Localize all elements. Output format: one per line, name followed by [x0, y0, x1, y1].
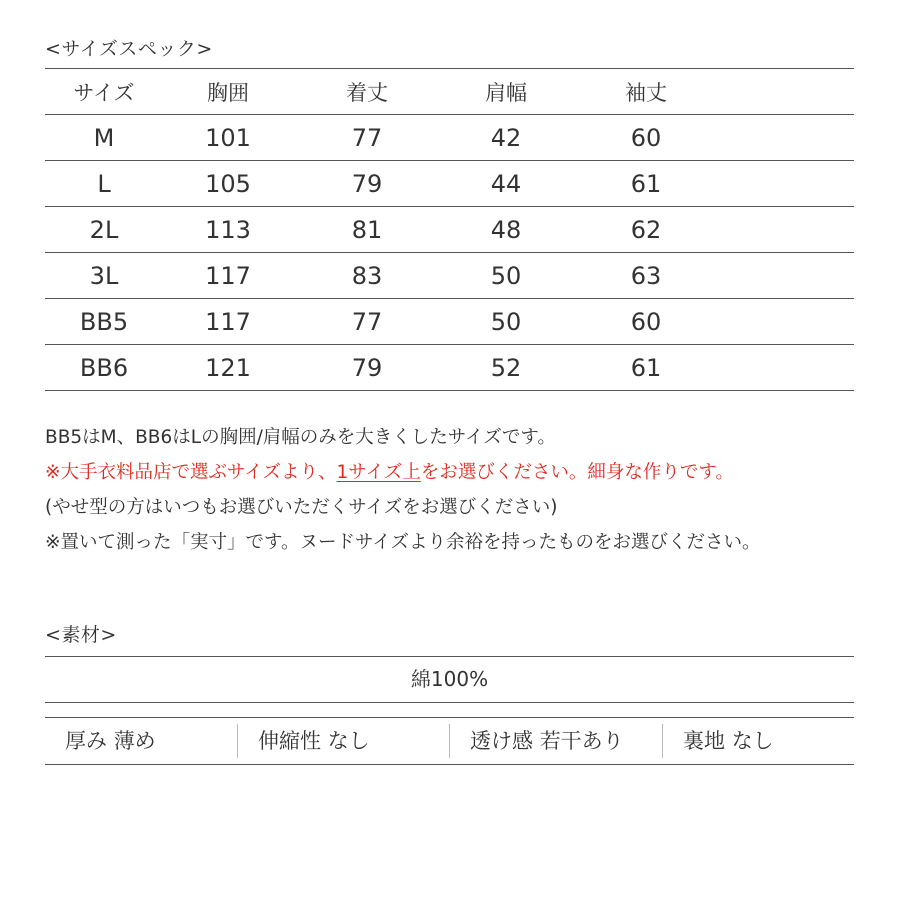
attribute-value: 若干あり: [539, 729, 624, 753]
cell-chest: 117: [163, 299, 293, 345]
header-spacer: [721, 69, 854, 115]
cell-shoulder: 42: [441, 115, 571, 161]
attribute-value: 薄め: [113, 729, 156, 753]
cell-shoulder: 44: [441, 161, 571, 207]
header-size: サイズ: [45, 69, 163, 115]
cell-length: 79: [293, 161, 441, 207]
size-spec-title: <サイズスペック>: [45, 38, 213, 60]
note-bb-sizes: BB5はM、BB6はLの胸囲/肩幅のみを大きくしたサイズです。: [45, 427, 556, 448]
header-shoulder: 肩幅: [441, 69, 571, 115]
cell-shoulder: 48: [441, 207, 571, 253]
material-composition: 綿100%: [45, 656, 854, 703]
cell-size: BB5: [45, 299, 163, 345]
table-row: [45, 207, 854, 253]
cell-spacer: [721, 299, 854, 345]
cell-length: 83: [293, 253, 441, 299]
cell-sleeve: 61: [571, 345, 721, 391]
cell-sleeve: 62: [571, 207, 721, 253]
attribute-lining: [662, 724, 854, 758]
cell-shoulder: 52: [441, 345, 571, 391]
attribute-label: 裏地: [683, 729, 725, 753]
cell-spacer: [721, 345, 854, 391]
table-header-row: [45, 69, 854, 115]
attribute-value: なし: [731, 729, 774, 753]
header-length: 着丈: [293, 69, 441, 115]
cell-chest: 117: [163, 253, 293, 299]
cell-size: BB6: [45, 345, 163, 391]
note-measurement: ※置いて測った「実寸」です。ヌードサイズより余裕を持ったものをお選びください。: [45, 532, 761, 553]
cell-shoulder: 50: [441, 253, 571, 299]
material-title: <素材>: [45, 624, 117, 646]
table-row: [45, 253, 854, 299]
attribute-label: 透け感: [470, 729, 533, 753]
cell-sleeve: 60: [571, 299, 721, 345]
cell-size: L: [45, 161, 163, 207]
note-size-up-prefix: ※大手衣料品店で選ぶサイズより、: [45, 462, 337, 483]
table-row: [45, 345, 854, 391]
attribute-thickness: [45, 724, 237, 758]
cell-shoulder: 50: [441, 299, 571, 345]
table-row: [45, 115, 854, 161]
size-spec-table: [45, 68, 854, 391]
cell-chest: 101: [163, 115, 293, 161]
cell-chest: 121: [163, 345, 293, 391]
attribute-label: 伸縮性: [258, 729, 321, 753]
note-size-up-emphasis: 1サイズ上: [336, 462, 421, 483]
cell-spacer: [721, 207, 854, 253]
attribute-stretch: [237, 724, 449, 758]
attribute-value: なし: [327, 729, 370, 753]
cell-spacer: [721, 115, 854, 161]
cell-chest: 113: [163, 207, 293, 253]
cell-length: 77: [293, 115, 441, 161]
cell-chest: 105: [163, 161, 293, 207]
cell-length: 77: [293, 299, 441, 345]
table-row: [45, 299, 854, 345]
cell-spacer: [721, 253, 854, 299]
cell-length: 81: [293, 207, 441, 253]
note-slim-build: (やせ型の方はいつもお選びいただくサイズをお選びください): [45, 497, 558, 518]
cell-sleeve: 61: [571, 161, 721, 207]
cell-sleeve: 63: [571, 253, 721, 299]
attribute-label: 厚み: [65, 729, 107, 753]
cell-sleeve: 60: [571, 115, 721, 161]
note-size-up-suffix: をお選びください。細身な作りです。: [420, 462, 734, 483]
header-chest: 胸囲: [163, 69, 293, 115]
cell-size: M: [45, 115, 163, 161]
header-sleeve: 袖丈: [571, 69, 721, 115]
fabric-attributes: [45, 717, 854, 765]
cell-size: 2L: [45, 207, 163, 253]
attribute-sheerness: [449, 724, 662, 758]
table-row: [45, 161, 854, 207]
cell-length: 79: [293, 345, 441, 391]
cell-spacer: [721, 161, 854, 207]
cell-size: 3L: [45, 253, 163, 299]
note-size-up-warning: [45, 455, 860, 490]
size-notes: [45, 420, 860, 560]
